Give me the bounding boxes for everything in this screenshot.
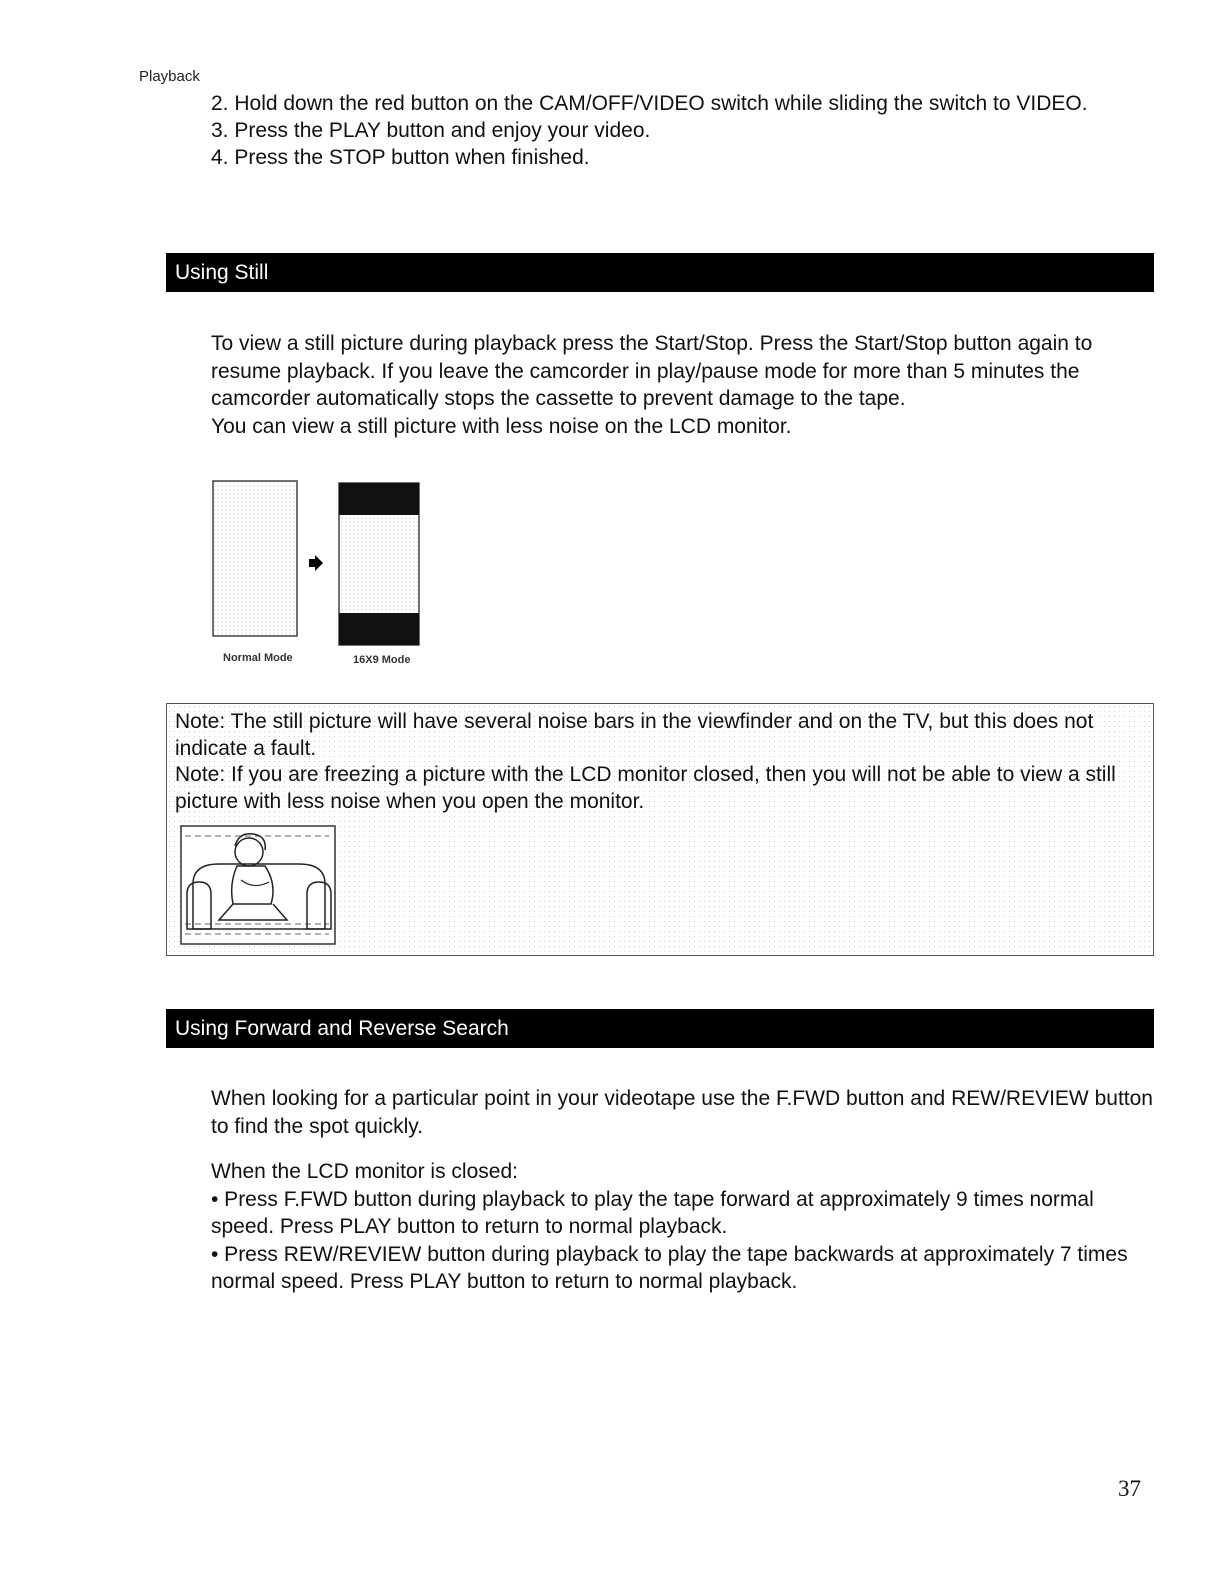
still-paragraph: To view a still picture during playback press the Start/Stop. Press the Start/Stop button again to resume playback. If you leave the camcorder in play/pause mode for more than 5 minutes the camcorder automatically stops the cassette to prevent damage to the tape.: [211, 332, 1093, 410]
note-text: [175, 709, 1150, 815]
step-2: 2. Hold down the red button on the CAM/OFF/VIDEO switch while sliding the switch to VIDEO.: [211, 92, 1088, 115]
still-lcd-paragraph: You can view a still picture with less noise on the LCD monitor.: [211, 414, 792, 438]
note-lcd-closed: Note: If you are freezing a picture with the LCD monitor closed, then you will not be able to view a still picture with less noise when you open the monitor.: [175, 763, 1116, 813]
display-mode-diagram: [205, 473, 435, 678]
playback-steps: [211, 90, 1171, 171]
lcd-closed-condition: When the LCD monitor is closed:: [211, 1160, 518, 1183]
bullet-ffwd: • Press F.FWD button during playback to play the tape forward at approximately 9 times normal speed. Press PLAY button to return to normal playback.: [211, 1187, 1094, 1238]
normal-mode-caption: Normal Mode: [223, 652, 293, 664]
note-box: [166, 703, 1154, 956]
person-on-sofa-illustration: [179, 824, 339, 949]
arrow-right-icon: [309, 555, 323, 571]
step-4: 4. Press the STOP button when finished.: [211, 146, 590, 169]
section-label: Playback: [139, 68, 200, 85]
search-details: [211, 1158, 1156, 1296]
page-number: 37: [1118, 1476, 1141, 1501]
search-intro: When looking for a particular point in your videotape use the F.FWD button and REW/REVIEW button to find the spot quickly.: [211, 1087, 1153, 1138]
section-heading-using-still: Using Still: [166, 253, 1154, 292]
step-3: 3. Press the PLAY button and enjoy your video.: [211, 119, 651, 142]
wide-mode-screen: [339, 483, 419, 645]
display-mode-illustration: [205, 473, 435, 678]
note-illustration: [179, 824, 339, 949]
section-heading-search: Using Forward and Reverse Search: [166, 1009, 1154, 1048]
normal-mode-screen: [213, 481, 297, 636]
note-noise-bars: Note: The still picture will have several noise bars in the viewfinder and on the TV, but this does not indicate a fault.: [175, 710, 1094, 760]
using-still-text: [211, 330, 1156, 440]
bullet-rew-review: • Press REW/REVIEW button during playback to play the tape backwards at approximately 7 times normal speed. Press PLAY button to return to normal playback.: [211, 1242, 1128, 1293]
wide-mode-caption: 16X9 Mode: [353, 654, 411, 666]
